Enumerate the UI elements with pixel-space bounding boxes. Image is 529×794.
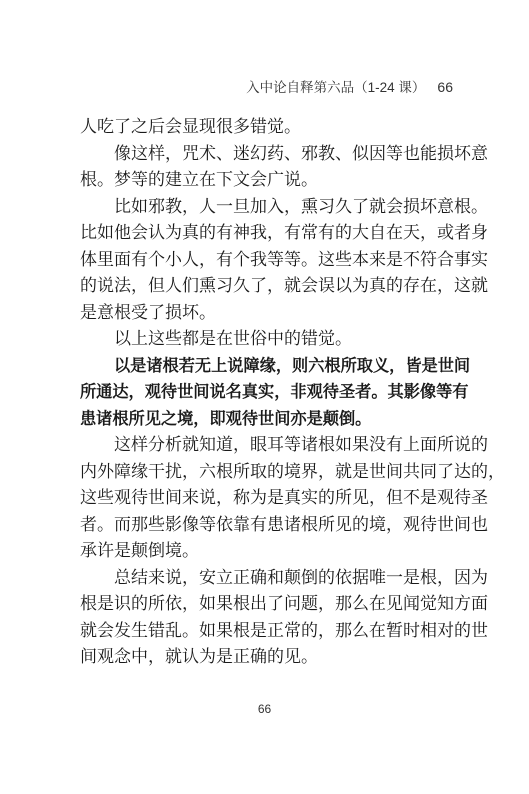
text-line: 是意根受了损坏。 xyxy=(80,302,216,323)
text-line: 者。而那些影像等依靠有患诸根所见的境，观待世间也 xyxy=(80,514,488,535)
paragraph-analysis xyxy=(80,432,505,565)
text-line: 承许是颠倒境。 xyxy=(80,541,199,561)
text-line: 以上这些都是在世俗中的错觉。 xyxy=(114,329,352,349)
paragraph-obstacles xyxy=(80,141,488,194)
paragraph-summary-short xyxy=(80,326,458,353)
text-line: 人吃了之后会显现很多错觉。 xyxy=(80,117,301,137)
text-line: 比如邪教，人一旦加入，熏习久了就会损坏意根。 xyxy=(114,196,488,217)
paragraph-continuation xyxy=(80,114,458,141)
text-line: 根是识的所依，如果根出了问题，那么在见闻觉知方面 xyxy=(80,594,488,614)
header-page-number: 66 xyxy=(437,79,453,95)
text-line: 总结来说，安立正确和颠倒的依据唯一是根，因为 xyxy=(114,567,488,588)
text-line: 体里面有个小人，有个我等等。这些本来是不符合事实 xyxy=(80,249,488,270)
text-line: 的说法，但人们熏习久了，就会误以为真的存在，这就 xyxy=(80,276,488,296)
text-line: 间观念中，就认为是正确的见。 xyxy=(80,647,318,667)
paragraph-heresy-example xyxy=(80,194,488,327)
text-line: 这些观待世间来说，称为是真实的所见，但不是观待圣 xyxy=(80,488,488,508)
text-line: 比如他会认为真的有神我，有常有的大自在天，或者身 xyxy=(80,223,488,243)
paragraph-conclusion xyxy=(80,565,488,671)
text-line: 患诸根所见之境，即观待世间亦是颠倒。 xyxy=(80,408,372,428)
page-number-footer: 66 xyxy=(257,702,272,716)
running-header xyxy=(246,76,453,96)
text-line: 这样分析就知道，眼耳等诸根如果没有上面所说的 xyxy=(114,435,488,455)
text-line: 内外障缘干扰，六根所取的境界，就是世间共同了达的， xyxy=(80,461,505,482)
text-line: 所通达，观待世间说名真实，非观待圣者。其影像等有 xyxy=(80,382,469,401)
page-body xyxy=(80,114,505,671)
text-line: 根。梦等的建立在下文会广说。 xyxy=(80,170,318,190)
root-text-quote xyxy=(80,353,471,433)
text-line: 就会发生错乱。如果根是正常的，那么在暂时相对的世 xyxy=(80,620,488,641)
header-title: 入中论自释第六品（1-24 课） xyxy=(246,80,426,95)
text-line: 像这样，咒术、迷幻药、邪教、似因等也能损坏意 xyxy=(114,143,488,164)
text-line: 以是诸根若无上说障缘，则六根所取义，皆是世间 xyxy=(114,355,471,375)
